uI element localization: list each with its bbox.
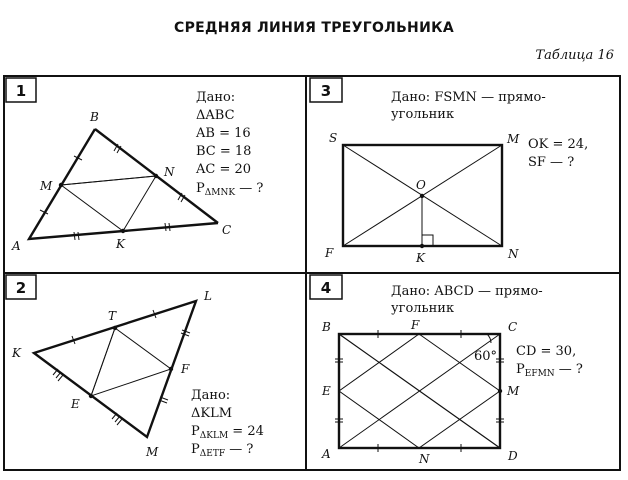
point-label-d: D [508, 449, 518, 463]
point-label-l: L [204, 289, 212, 303]
triangle-abc [29, 129, 218, 240]
point-label-a: A [12, 239, 21, 253]
triangle-points-2 [89, 326, 173, 398]
condition-sf: SF — ? [528, 155, 575, 170]
problem-1 [6, 78, 263, 253]
point-label-m: M [146, 445, 159, 459]
problem-number: 2 [15, 279, 27, 297]
point-label-c: C [222, 223, 232, 237]
point-label-b: B [322, 320, 331, 334]
given-ab: AB = 16 [196, 126, 251, 141]
given-bc: BC = 18 [196, 144, 252, 159]
point-label-s: S [329, 131, 338, 145]
given-triangle: ΔABC [196, 108, 235, 123]
point-label-f: F [411, 318, 420, 332]
given-line-2: угольник [391, 301, 455, 316]
table-number: Таблица 16 [535, 48, 614, 63]
given-heading: Дано: [191, 388, 231, 403]
problem-number: 1 [15, 82, 27, 100]
find-perimeter: $P_{\Delta MNK}$ — ? [196, 181, 264, 198]
given-line-1: Дано: ABCD — прямо- [391, 284, 543, 299]
point-k [420, 244, 424, 248]
problem-3 [310, 78, 588, 265]
point-label-e: E [322, 384, 331, 398]
given-block-1 [195, 90, 263, 198]
find-perimeter: $P_{EFMN}$ — ? [516, 362, 583, 379]
given-line-1: Дано: FSMN — прямо- [391, 90, 546, 105]
given-triangle: ΔKLM [191, 406, 233, 421]
point-label-t: T [108, 309, 117, 323]
point-label-m: M [507, 132, 520, 146]
given-ac: AC = 20 [196, 162, 252, 177]
problem-number: 4 [320, 279, 332, 297]
problem-4 [310, 275, 583, 466]
point-label-k: K [12, 346, 21, 360]
given-line-2: угольник [391, 107, 455, 122]
point-label-b: B [90, 110, 99, 124]
find-perimeter: $P_{\Delta ETF}$ — ? [191, 442, 254, 459]
point-label-n: N [419, 452, 430, 466]
point-label-f: F [325, 246, 334, 260]
triangle-points-1 [59, 174, 158, 233]
point-label-e: E [71, 397, 80, 411]
point-label-m: M [507, 384, 520, 398]
table-frame [4, 76, 620, 470]
given-block-2 [191, 388, 264, 459]
condition-ok: OK = 24, [528, 137, 589, 152]
given-heading: Дано: [196, 90, 236, 105]
point-label-o: O [416, 178, 426, 192]
condition-cd: CD = 30, [516, 344, 577, 359]
page-title: СРЕДНЯЯ ЛИНИЯ ТРЕУГОЛЬНИКА [174, 20, 454, 36]
point-label-m: M [40, 179, 53, 193]
point-label-c: C [508, 320, 518, 334]
point-label-n: N [508, 247, 519, 261]
point-label-f: F [181, 362, 190, 376]
point-label-k: K [416, 251, 425, 265]
point-o [420, 194, 424, 198]
point-m [498, 389, 502, 393]
point-label-n: N [164, 165, 175, 179]
angle-label: 60° [474, 349, 498, 364]
problem-2 [6, 275, 264, 459]
point-label-k: K [116, 237, 125, 251]
problem-number: 3 [320, 82, 332, 100]
given-perimeter: $P_{\Delta KLM} = 24$ [191, 424, 264, 441]
point-label-a: A [322, 447, 331, 461]
